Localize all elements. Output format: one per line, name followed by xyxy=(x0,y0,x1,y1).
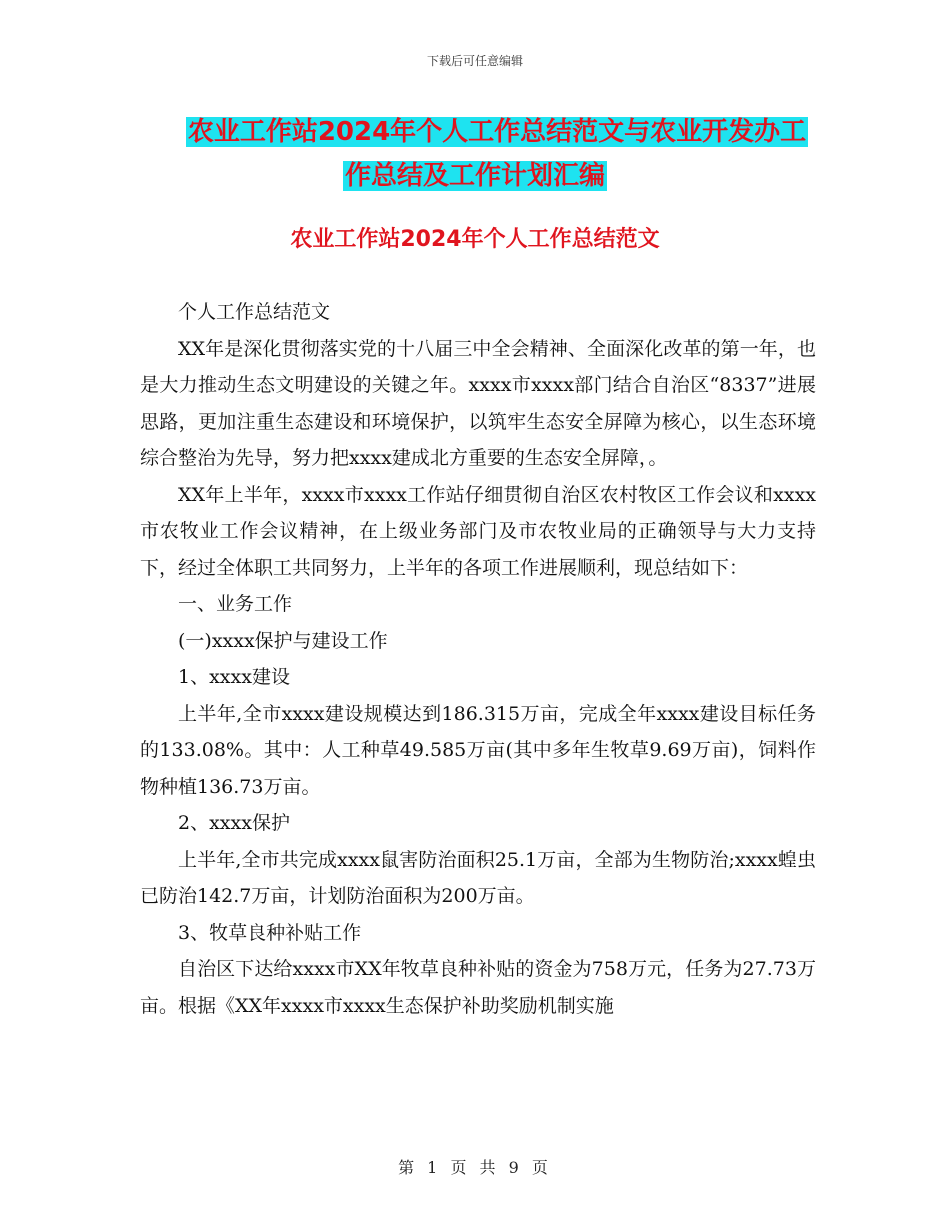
document-title-line-2 xyxy=(0,158,950,194)
item-heading: 3、牧草良种补贴工作 xyxy=(178,921,362,944)
body-paragraph: XX年上半年，xxxx市xxxx工作站仔细贯彻自治区农村牧区工作会议和xxxx市农牧业工作会议精神，在上级业务部门及市农牧业局的正确领导与大力支持下，经过全体职工共同努力，上半年的各项工作进展顺利，现总结如下： xyxy=(140,483,816,579)
document-title-line-2-text: 作总结及工作计划汇编 xyxy=(344,161,605,191)
subsection-heading: (一)xxxx保护与建设工作 xyxy=(178,629,388,652)
body-paragraph: 上半年,全市xxxx建设规模达到186.315万亩，完成全年xxxx建设目标任务的133.08%。其中：人工种草49.585万亩(其中多年生牧草9.69万亩)，饲料作物种植136.73万亩。 xyxy=(140,702,816,798)
item-heading: 2、xxxx保护 xyxy=(178,812,290,834)
document-title-line-1 xyxy=(22,114,950,150)
page-header-note: 下载后可任意编辑 xyxy=(426,54,523,68)
document-title-line-1-text: 农业工作站2024年个人工作总结范文与农业开发办工 xyxy=(187,117,807,147)
document-body xyxy=(140,294,816,1024)
body-paragraph: 上半年,全市共完成xxxx鼠害防治面积25.1万亩，全部为生物防治;xxxx蝗虫已防治142.7万亩，计划防治面积为200万亩。 xyxy=(140,848,816,907)
body-paragraph: XX年是深化贯彻落实党的十八届三中全会精神、全面深化改革的第一年，也是大力推动生态文明建设的关键之年。xxxx市xxxx部门结合自治区“8337”进展思路，更加注重生态建设和环境保护，以筑牢生态安全屏障为核心，以生态环境综合整治为先导，努力把xxxx建成北方重要的生态安全屏障，。 xyxy=(140,337,816,469)
section-heading: 一、业务工作 xyxy=(178,593,293,615)
body-paragraph: 自治区下达给xxxx市XX年牧草良种补贴的资金为758万元，任务为27.73万亩。根据《XX年xxxx市xxxx生态保护补助奖励机制实施 xyxy=(140,958,816,1017)
page-number-footer: 第 1 页 共 9 页 xyxy=(398,1158,552,1177)
body-paragraph: 个人工作总结范文 xyxy=(178,301,331,323)
section-subtitle: 农业工作站2024年个人工作总结范文 xyxy=(290,227,660,252)
item-heading: 1、xxxx建设 xyxy=(178,666,290,688)
